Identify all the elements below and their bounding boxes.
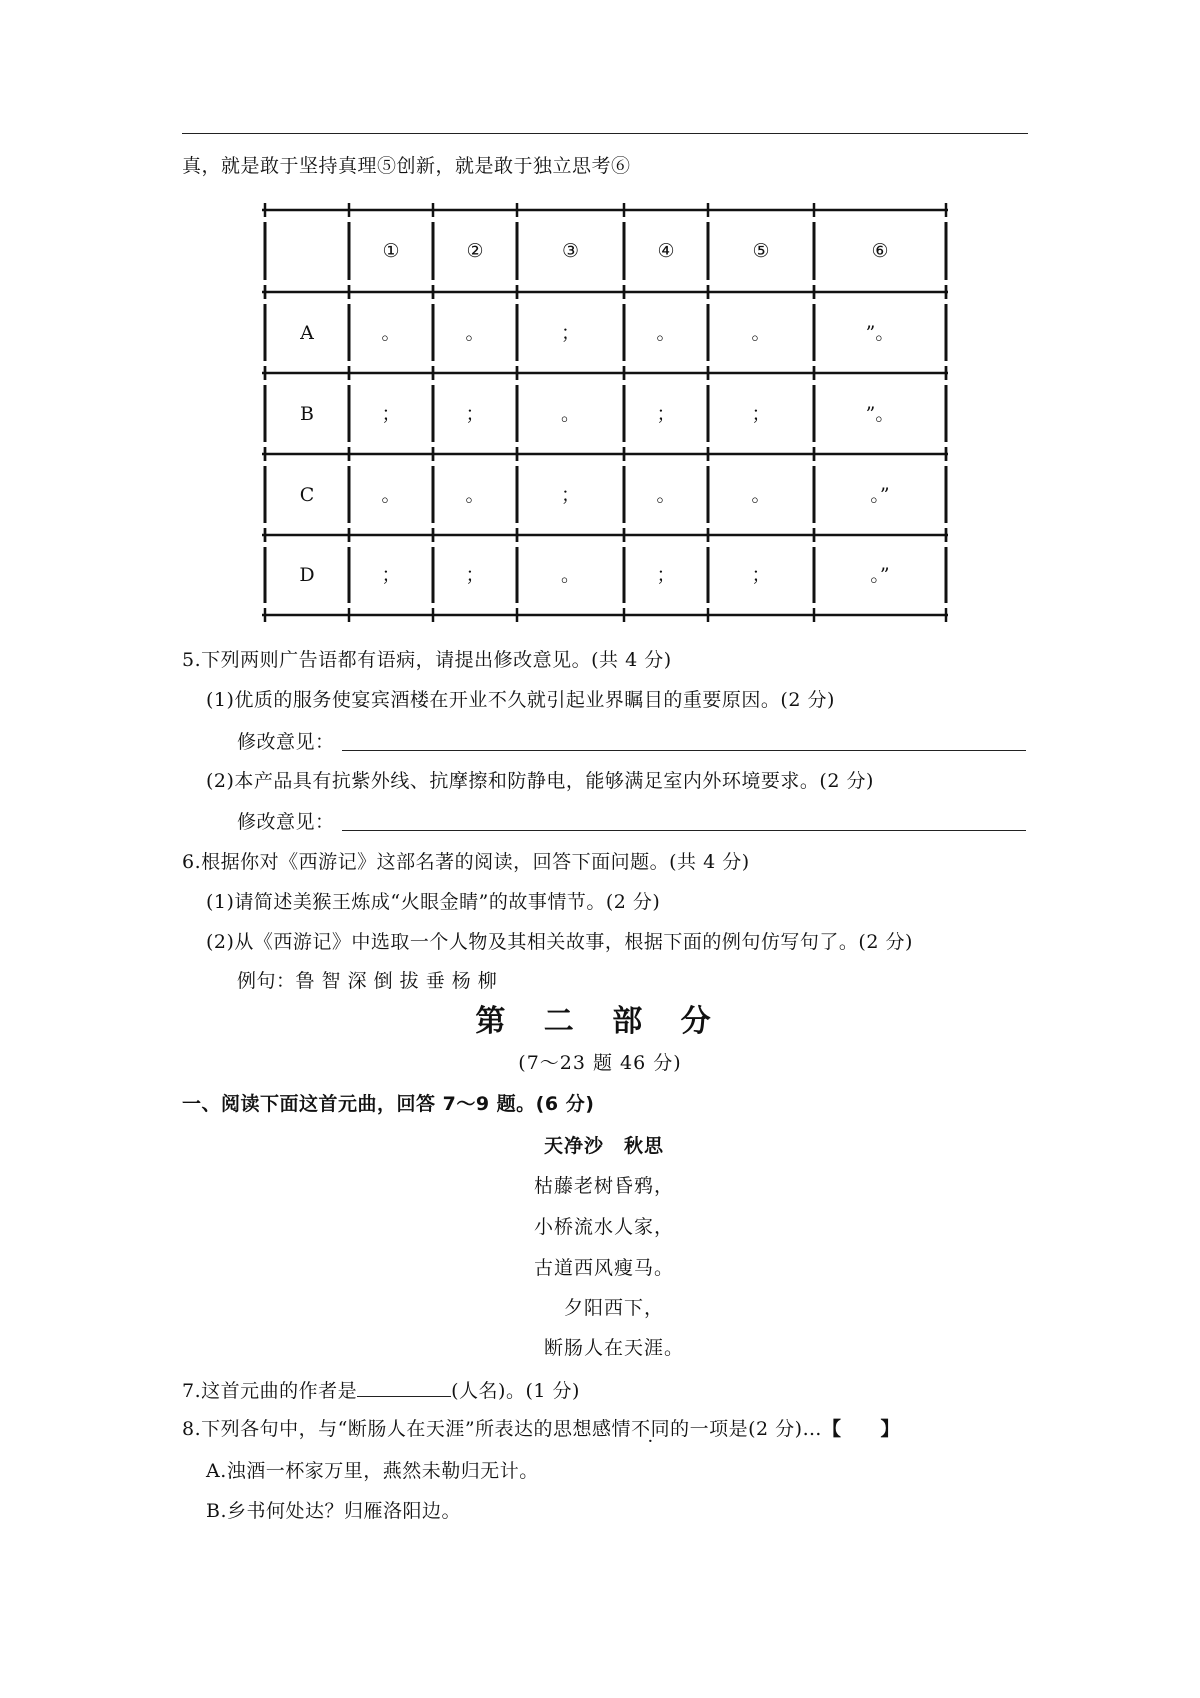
q5-sub2: (2)本产品具有抗紫外线、抗摩擦和防静电，能够满足室内外环境要求。(2 分): [206, 770, 874, 792]
table-header-cell: ④: [657, 240, 675, 262]
q5-sub1: (1)优质的服务使宴宾酒楼在开业不久就引起业界瞩目的重要原因。(2 分): [206, 689, 835, 711]
poem-title: 天净沙 秋思: [543, 1135, 664, 1157]
table-cell: D: [299, 564, 315, 586]
table-cell: 。: [560, 564, 580, 586]
table-cell: 。: [381, 483, 401, 506]
q8-option-a: A.浊酒一杯家万里，燕然未勒归无计。: [206, 1460, 539, 1482]
table-cell: 。”: [870, 483, 890, 506]
poem-line-4: 夕阳西下，: [563, 1297, 664, 1319]
q7-prefix: 7.这首元曲的作者是: [182, 1380, 358, 1402]
q7-answer-blank[interactable]: [357, 1376, 451, 1397]
q5-sub2-answer-label: 修改意见：: [237, 811, 335, 833]
part2-subtitle: (7～23 题 46 分): [518, 1052, 682, 1074]
table-cell: ；: [465, 402, 485, 425]
table-cell: 。: [751, 483, 771, 506]
q6-stem: 6.根据你对《西游记》这部名著的阅读，回答下面问题。(共 4 分): [182, 851, 750, 873]
table-cell: ；: [560, 321, 580, 344]
table-cell: ；: [751, 564, 771, 586]
table-header-cell: ②: [466, 240, 484, 262]
table-cell: B: [300, 402, 314, 425]
table-cell: ；: [656, 564, 676, 586]
table-cell: 。: [560, 402, 580, 425]
q8-suffix: 的一项是(2 分)…: [670, 1418, 823, 1440]
table-cell: 。: [381, 321, 401, 344]
part2-title: 第 二 部 分: [475, 1004, 725, 1039]
q8-option-b: B.乡书何处达？归雁洛阳边。: [206, 1500, 462, 1522]
section1-heading: 一、阅读下面这首元曲，回答 7～9 题。(6 分): [182, 1093, 595, 1115]
table-cell: 。: [656, 483, 676, 506]
intro-line: 真，就是敢于坚持真理⑤创新，就是敢于独立思考⑥: [182, 155, 631, 177]
table-cell: ；: [656, 402, 676, 425]
q8-answer-bracket[interactable]: 【 】: [822, 1418, 901, 1440]
q5-sub1-answer-label: 修改意见：: [237, 731, 335, 753]
q5-sub1-answer-line[interactable]: [342, 750, 1026, 751]
poem-line-5: 断肠人在天涯。: [543, 1337, 684, 1359]
table-cell: ；: [751, 402, 771, 425]
q5-stem: 5.下列两则广告语都有语病，请提出修改意见。(共 4 分): [182, 649, 672, 671]
poem-line-2: 小桥流水人家，: [533, 1216, 674, 1238]
table-header-cell: ⑥: [871, 240, 889, 262]
table-header-cell: ③: [561, 240, 580, 262]
q7-suffix: (人名)。(1 分): [451, 1380, 580, 1402]
table-cell: ”。: [865, 402, 895, 425]
table-header-cell: ①: [382, 240, 400, 262]
table-cell: C: [299, 483, 315, 506]
poem-line-3: 古道西风瘦马。: [533, 1257, 674, 1279]
q8-emphasis: 不同: [631, 1418, 671, 1440]
table-cell: ；: [560, 483, 580, 506]
q6-sub1: (1)请简述美猴王炼成“火眼金睛”的故事情节。(2 分): [206, 891, 661, 913]
q5-sub2-answer-line[interactable]: [342, 830, 1026, 831]
poem-line-1: 枯藤老树昏鸦，: [533, 1175, 674, 1197]
table-cell: 。: [656, 321, 676, 344]
table-cell: ”。: [865, 321, 895, 344]
table-cell: ；: [381, 402, 401, 425]
table-cell: 。”: [870, 564, 890, 586]
q6-example: 例句：鲁 智 深 倒 拔 垂 杨 柳: [237, 970, 498, 992]
table-cell: 。: [751, 321, 771, 344]
table-cell: 。: [465, 321, 485, 344]
q7-line: [182, 1376, 580, 1405]
table-header-cell: ⑤: [752, 240, 770, 262]
table-cell: ；: [381, 564, 401, 586]
q6-sub2: (2)从《西游记》中选取一个人物及其相关故事，根据下面的例句仿写句了。(2 分): [206, 931, 913, 953]
table-cell: ；: [465, 564, 485, 586]
table-cell: A: [300, 321, 314, 344]
q8-prefix: 8.下列各句中，与“断肠人在天涯”所表达的思想感情: [182, 1418, 632, 1440]
q8-line: [182, 1415, 900, 1443]
table-cell: 。: [465, 483, 485, 506]
